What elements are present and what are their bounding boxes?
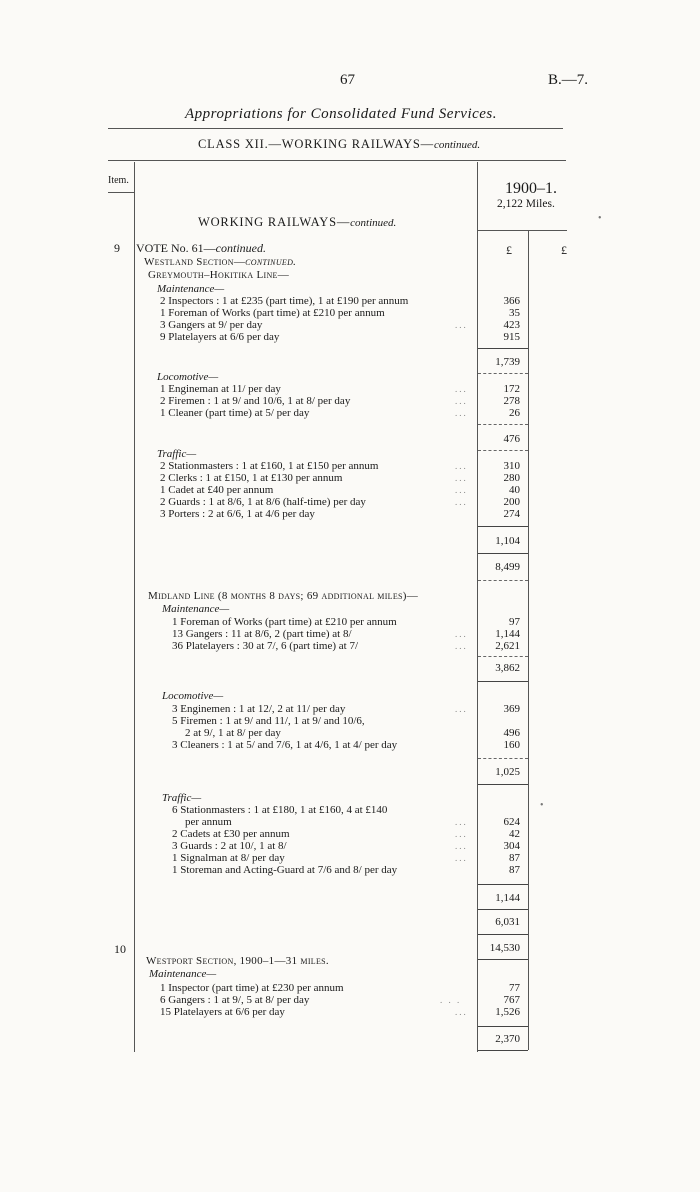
section-total: 6,031 [495,916,520,928]
list-item: 9 Platelayers at 6/6 per day [160,331,280,343]
amount: 35 [509,307,520,319]
traffic-label: Traffic— [157,448,197,460]
header-rule [108,128,563,129]
list-item: 2 Firemen : 1 at 9/ and 10/6, 1 at 8/ per day [160,395,351,407]
leader-dots: ... [455,473,468,483]
subtotal: 1,104 [495,535,520,547]
document-reference: B.—7. [548,72,589,88]
subtotal: 1,144 [495,892,520,904]
leader-dots: ... [455,461,468,471]
leader-dots: ... [455,485,468,495]
amount: 1,526 [495,1006,520,1018]
leader-dots: ... [455,641,468,651]
total-column-divider [528,230,529,1050]
westland-section-heading [144,256,296,268]
westland-section-cont: continued. [245,256,297,268]
page-number: 67 [340,72,355,88]
leader-dots: ... [455,497,468,507]
amount: 2,621 [495,640,520,652]
subtotal-rule [478,424,528,425]
leader-dots: ... [455,629,468,639]
class-heading [198,137,480,152]
leader-dots: ... [455,817,468,827]
subtotal: 476 [503,433,520,445]
section-total: 8,499 [495,561,520,573]
list-item: 6 Stationmasters : 1 at £180, 1 at £160, 4 at £140 [172,804,388,816]
subtotal-rule [478,784,528,785]
leader-dots: ... [455,829,468,839]
subtotal-rule [478,1050,528,1051]
pound-symbol-totals: £ [561,243,567,257]
stray-mark: • [598,213,602,224]
greymouth-line-heading: Greymouth–Hokitika Line— [148,269,290,281]
item-header-rule [108,192,134,193]
vote-heading [136,242,266,254]
amount: 42 [509,828,520,840]
subtotal: 3,862 [495,662,520,674]
list-item: 3 Porters : 2 at 6/6, 1 at 4/6 per day [160,508,315,520]
list-item: 3 Gangers at 9/ per day [160,319,263,331]
amount: 280 [503,472,520,484]
subtotal-rule [478,884,528,885]
amount: 423 [503,319,520,331]
leader-dots: ... [455,853,468,863]
list-item: 3 Guards : 2 at 10/, 1 at 8/ [172,840,287,852]
amount: 624 [503,816,520,828]
year-header-rule [477,230,567,231]
amount: 1,144 [495,628,520,640]
maintenance-label: Maintenance— [149,968,217,980]
subtotal-rule [478,450,528,451]
item-column-header: Item. [108,175,129,186]
list-item-continuation: per annum [185,816,232,828]
section-heading [198,215,396,230]
pound-symbol-amounts: £ [506,243,512,257]
leader-dots: . . . [440,995,462,1005]
subtotal-rule [478,758,528,759]
stray-mark: • [540,800,544,811]
vote-heading-cont: continued. [215,241,266,255]
amount: 304 [503,840,520,852]
amount: 369 [503,703,520,715]
total-rule [478,959,528,960]
list-item: 1 Engineman at 11/ per day [160,383,281,395]
subtotal-rule [478,656,528,657]
class-heading-main: CLASS XII.—WORKING RAILWAYS— [198,137,434,151]
list-item: 3 Enginemen : 1 at 12/, 2 at 11/ per day [172,703,346,715]
subtotal-rule [478,1026,528,1027]
miles-header: 2,122 Miles. [497,198,555,210]
amount: 767 [503,994,520,1006]
leader-dots: ... [455,841,468,851]
list-item-continuation: 2 at 9/, 1 at 8/ per day [185,727,281,739]
list-item: 1 Foreman of Works (part time) at £210 per annum [172,616,397,628]
amount: 278 [503,395,520,407]
item-number-10: 10 [114,942,126,956]
list-item: 1 Signalman at 8/ per day [172,852,285,864]
leader-dots: ... [455,396,468,406]
class-heading-cont: continued. [433,139,481,151]
subtotal: 1,025 [495,766,520,778]
amount: 77 [509,982,520,994]
subtotal: 2,370 [495,1033,520,1045]
vote-heading-main: VOTE No. 61— [136,241,216,255]
maintenance-label: Maintenance— [162,603,230,615]
section-heading-main: WORKING RAILWAYS— [198,215,351,229]
leader-dots: ... [455,408,468,418]
locomotive-label: Locomotive— [162,690,224,702]
item-column-divider [134,162,135,1052]
table-top-rule [108,160,566,161]
list-item: 1 Cleaner (part time) at 5/ per day [160,407,310,419]
amount: 97 [509,616,520,628]
amount: 496 [503,727,520,739]
subtotal: 1,739 [495,356,520,368]
list-item: 3 Cleaners : 1 at 5/ and 7/6, 1 at 4/6, 1 at 4/ per day [172,739,398,751]
list-item: 2 Stationmasters : 1 at £160, 1 at £150 per annum [160,460,379,472]
leader-dots: ... [455,320,468,330]
amount: 310 [503,460,520,472]
total-rule [478,934,528,935]
section-heading-cont: continued. [350,217,397,229]
leader-dots: ... [455,1007,468,1017]
grand-total: 14,530 [489,942,520,954]
amount: 87 [509,852,520,864]
westland-section-main: Westland Section— [144,256,246,268]
list-item: 2 Inspectors : 1 at £235 (part time), 1 at £190 per annum [160,295,409,307]
list-item: 13 Gangers : 11 at 8/6, 2 (part time) at 8/ [172,628,352,640]
westport-section-heading: Westport Section, 1900–1—31 miles. [146,955,329,967]
maintenance-label: Maintenance— [157,283,225,295]
item-number-9: 9 [114,241,120,255]
list-item: 5 Firemen : 1 at 9/ and 11/, 1 at 9/ and 10/6, [172,715,365,727]
list-item: 1 Inspector (part time) at £230 per annum [160,982,344,994]
amount: 200 [503,496,520,508]
amount: 87 [509,864,520,876]
list-item: 2 Clerks : 1 at £150, 1 at £130 per annum [160,472,343,484]
total-rule [478,909,528,910]
year-header: 1900–1. [505,180,557,197]
amount: 172 [503,383,520,395]
leader-dots: ... [455,384,468,394]
locomotive-label: Locomotive— [157,371,219,383]
amount: 26 [509,407,520,419]
amount: 366 [503,295,520,307]
list-item: 2 Guards : 1 at 8/6, 1 at 8/6 (half-time) per day [160,496,366,508]
list-item: 2 Cadets at £30 per annum [172,828,290,840]
list-item: 6 Gangers : 1 at 9/, 5 at 8/ per day [160,994,310,1006]
subtotal-rule [478,373,528,374]
subtotal-rule [478,526,528,527]
amount: 160 [503,739,520,751]
amount: 40 [509,484,520,496]
list-item: 1 Cadet at £40 per annum [160,484,274,496]
amount: 915 [503,331,520,343]
subtotal-rule [478,348,528,349]
traffic-label: Traffic— [162,792,202,804]
amount: 274 [503,508,520,520]
page-title: Appropriations for Consolidated Fund Services. [185,106,498,122]
list-item: 1 Storeman and Acting-Guard at 7/6 and 8/ per day [172,864,398,876]
midland-line-heading: Midland Line (8 months 8 days; 69 additional miles)— [148,590,419,602]
subtotal-rule [478,681,528,682]
list-item: 1 Foreman of Works (part time) at £210 per annum [160,307,385,319]
leader-dots: ... [455,704,468,714]
total-rule [478,553,528,554]
list-item: 36 Platelayers : 30 at 7/, 6 (part time) at 7/ [172,640,359,652]
list-item: 15 Platelayers at 6/6 per day [160,1006,285,1018]
total-rule [478,580,528,581]
